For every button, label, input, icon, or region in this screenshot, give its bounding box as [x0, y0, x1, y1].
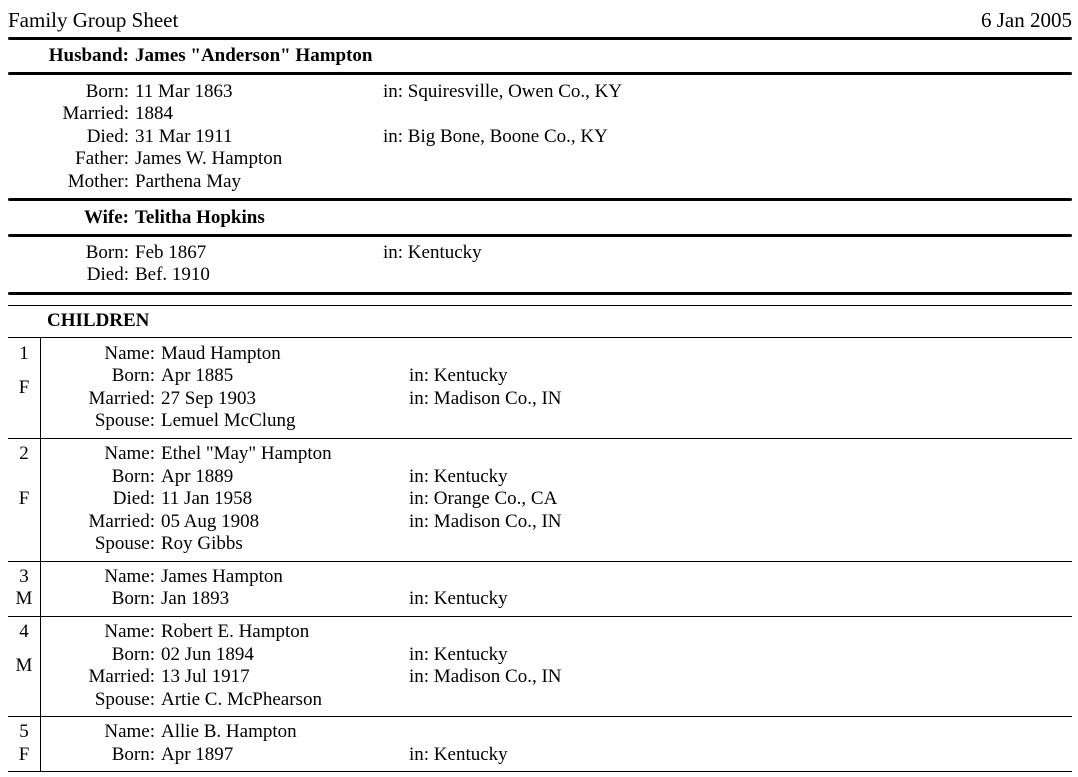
fact-place: in: Madison Co., IN — [409, 388, 562, 409]
fact-value: Allie B. Hampton — [161, 721, 297, 742]
fact-value: Apr 1889 — [161, 466, 234, 487]
fact-value: Apr 1897 — [161, 744, 234, 765]
fact-value: 11 Jan 1958 — [161, 488, 253, 509]
fact-value: James W. Hampton — [135, 148, 283, 169]
fact-label: Spouse: — [94, 410, 155, 431]
fact-label: Married: — [62, 103, 129, 124]
husband-name: James "Anderson" Hampton — [135, 45, 373, 66]
fact-label: Died: — [86, 126, 129, 147]
row-divider — [8, 561, 1072, 562]
fact-place: in: Kentucky — [409, 365, 508, 386]
fact-value: Maud Hampton — [161, 343, 281, 364]
fact-value: Lemuel McClung — [161, 410, 296, 431]
child-sex: M — [15, 655, 33, 676]
fact-label: Born: — [111, 644, 155, 665]
section-rule — [8, 234, 1072, 237]
fact-place: in: Kentucky — [409, 744, 508, 765]
fact-label: Mother: — [67, 171, 129, 192]
row-divider — [8, 305, 1072, 306]
fact-value: 05 Aug 1908 — [161, 511, 260, 532]
fact-value: Feb 1867 — [135, 242, 207, 263]
fact-label: Born: — [111, 365, 155, 386]
husband-label: Husband: — [48, 45, 129, 66]
child-sex: M — [15, 588, 33, 609]
child-sex: F — [18, 377, 30, 398]
child-sex: F — [18, 744, 30, 765]
fact-label: Died: — [86, 264, 129, 285]
section-rule — [8, 72, 1072, 75]
children-heading: CHILDREN — [47, 310, 150, 331]
fact-value: 11 Mar 1863 — [135, 81, 233, 102]
fact-label: Name: — [104, 721, 155, 742]
child-number: 4 — [19, 621, 29, 642]
row-divider — [8, 337, 1072, 338]
fact-label: Born: — [85, 242, 129, 263]
fact-value: Roy Gibbs — [161, 533, 243, 554]
fact-value: Parthena May — [135, 171, 242, 192]
fact-value: Robert E. Hampton — [161, 621, 310, 642]
fact-label: Father: — [75, 148, 129, 169]
fact-label: Married: — [88, 666, 155, 687]
row-divider — [8, 771, 1072, 772]
fact-place: in: Orange Co., CA — [409, 488, 558, 509]
fact-value: James Hampton — [161, 566, 283, 587]
wife-label: Wife: — [83, 207, 129, 228]
fact-label: Name: — [104, 443, 155, 464]
fact-value: 1884 — [135, 103, 173, 124]
fact-value: 31 Mar 1911 — [135, 126, 233, 147]
child-number: 3 — [19, 566, 29, 587]
fact-value: Bef. 1910 — [135, 264, 210, 285]
row-divider — [8, 616, 1072, 617]
child-number: 2 — [19, 443, 29, 464]
child-number: 1 — [19, 343, 29, 364]
fact-label: Married: — [88, 511, 155, 532]
page-title: Family Group Sheet — [8, 8, 179, 32]
print-date: 6 Jan 2005 — [981, 8, 1072, 32]
section-rule — [8, 37, 1072, 40]
fact-place: in: Madison Co., IN — [409, 511, 562, 532]
fact-label: Born: — [111, 588, 155, 609]
fact-value: 27 Sep 1903 — [161, 388, 256, 409]
child-number: 5 — [19, 721, 29, 742]
fact-place: in: Kentucky — [383, 242, 482, 263]
fact-label: Born: — [111, 744, 155, 765]
fact-place: in: Kentucky — [409, 466, 508, 487]
fact-label: Died: — [112, 488, 155, 509]
fact-value: 13 Jul 1917 — [161, 666, 250, 687]
fact-place: in: Squiresville, Owen Co., KY — [383, 81, 623, 102]
fact-place: in: Big Bone, Boone Co., KY — [383, 126, 608, 147]
fact-place: in: Madison Co., IN — [409, 666, 562, 687]
row-divider — [8, 716, 1072, 717]
fact-value: Ethel "May" Hampton — [161, 443, 332, 464]
fact-label: Name: — [104, 621, 155, 642]
fact-label: Name: — [104, 343, 155, 364]
fact-label: Born: — [111, 466, 155, 487]
fact-label: Married: — [88, 388, 155, 409]
fact-label: Born: — [85, 81, 129, 102]
fact-value: 02 Jun 1894 — [161, 644, 254, 665]
fact-value: Apr 1885 — [161, 365, 234, 386]
fact-value: Jan 1893 — [161, 588, 230, 609]
fact-place: in: Kentucky — [409, 644, 508, 665]
section-rule — [8, 198, 1072, 201]
wife-name: Telitha Hopkins — [135, 207, 265, 228]
fact-label: Spouse: — [94, 533, 155, 554]
fact-place: in: Kentucky — [409, 588, 508, 609]
section-rule — [8, 292, 1072, 295]
fact-label: Name: — [104, 566, 155, 587]
row-divider — [8, 438, 1072, 439]
child-sex: F — [18, 488, 30, 509]
fact-label: Spouse: — [94, 689, 155, 710]
fact-value: Artie C. McPhearson — [161, 689, 322, 710]
